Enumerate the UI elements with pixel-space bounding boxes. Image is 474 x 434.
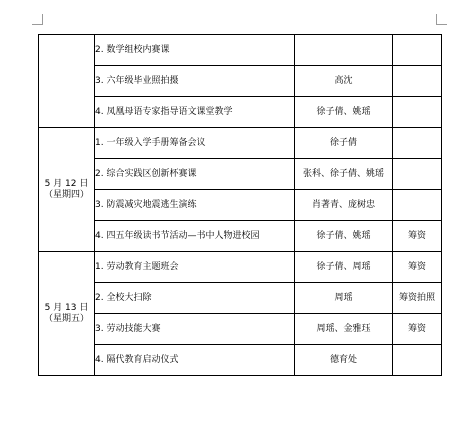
activity-cell: 2. 综合实践区创新杯赛课 [95,159,295,190]
weekday-label: （星期五） [43,313,89,324]
table-row [39,159,442,190]
date-cell [39,35,95,128]
note-cell [393,66,442,97]
activity-cell: 3. 劳动技能大赛 [95,314,295,345]
responsible-cell: 徐子倩、姚瑶 [295,97,393,128]
date-label: 5 月 13 日 [44,302,89,313]
page-corner-mark-left [32,14,43,25]
activity-cell: 3. 防震减灾地震逃生演练 [95,190,295,221]
responsible-cell: 德育处 [295,345,393,376]
activity-cell: 3. 六年级毕业照拍摄 [95,66,295,97]
responsible-cell: 张科、徐子倩、姚瑶 [295,159,393,190]
responsible-cell: 周瑶 [295,283,393,314]
table-row [39,35,442,66]
table-row [39,128,442,159]
note-cell [393,190,442,221]
responsible-cell [295,35,393,66]
page-corner-mark-right [436,14,447,25]
note-cell [393,128,442,159]
note-cell: 筹资拍照 [393,283,442,314]
activity-cell: 2. 全校大扫除 [95,283,295,314]
responsible-cell: 高沈 [295,66,393,97]
table-row [39,252,442,283]
note-cell: 筹资 [393,314,442,345]
note-cell [393,97,442,128]
table-row [39,314,442,345]
weekday-label: （星期四） [43,189,89,200]
table-row [39,190,442,221]
responsible-cell: 肖著青、庞树忠 [295,190,393,221]
note-cell: 筹资 [393,252,442,283]
note-cell [393,35,442,66]
activity-cell: 2. 数学组校内赛课 [95,35,295,66]
table-row [39,221,442,252]
activity-cell: 1. 一年级入学手册筹备会议 [95,128,295,159]
responsible-cell: 徐子倩 [295,128,393,159]
activity-cell: 4. 四五年级读书节活动—书中人物进校园 [95,221,295,252]
date-cell [39,252,95,376]
date-label: 5 月 12 日 [44,178,89,189]
activity-cell: 1. 劳动教育主题班会 [95,252,295,283]
note-cell [393,159,442,190]
table-row [39,345,442,376]
table-row [39,66,442,97]
table-row [39,283,442,314]
note-cell: 筹资 [393,221,442,252]
responsible-cell: 周瑶、金雅珏 [295,314,393,345]
responsible-cell: 徐子倩、姚瑶 [295,221,393,252]
activity-cell: 4. 凤凰母语专家指导语文课堂教学 [95,97,295,128]
note-cell [393,345,442,376]
table-row [39,97,442,128]
date-cell [39,128,95,252]
activity-cell: 4. 隔代教育启动仪式 [95,345,295,376]
responsible-cell: 徐子倩、周瑶 [295,252,393,283]
schedule-table [38,34,442,376]
